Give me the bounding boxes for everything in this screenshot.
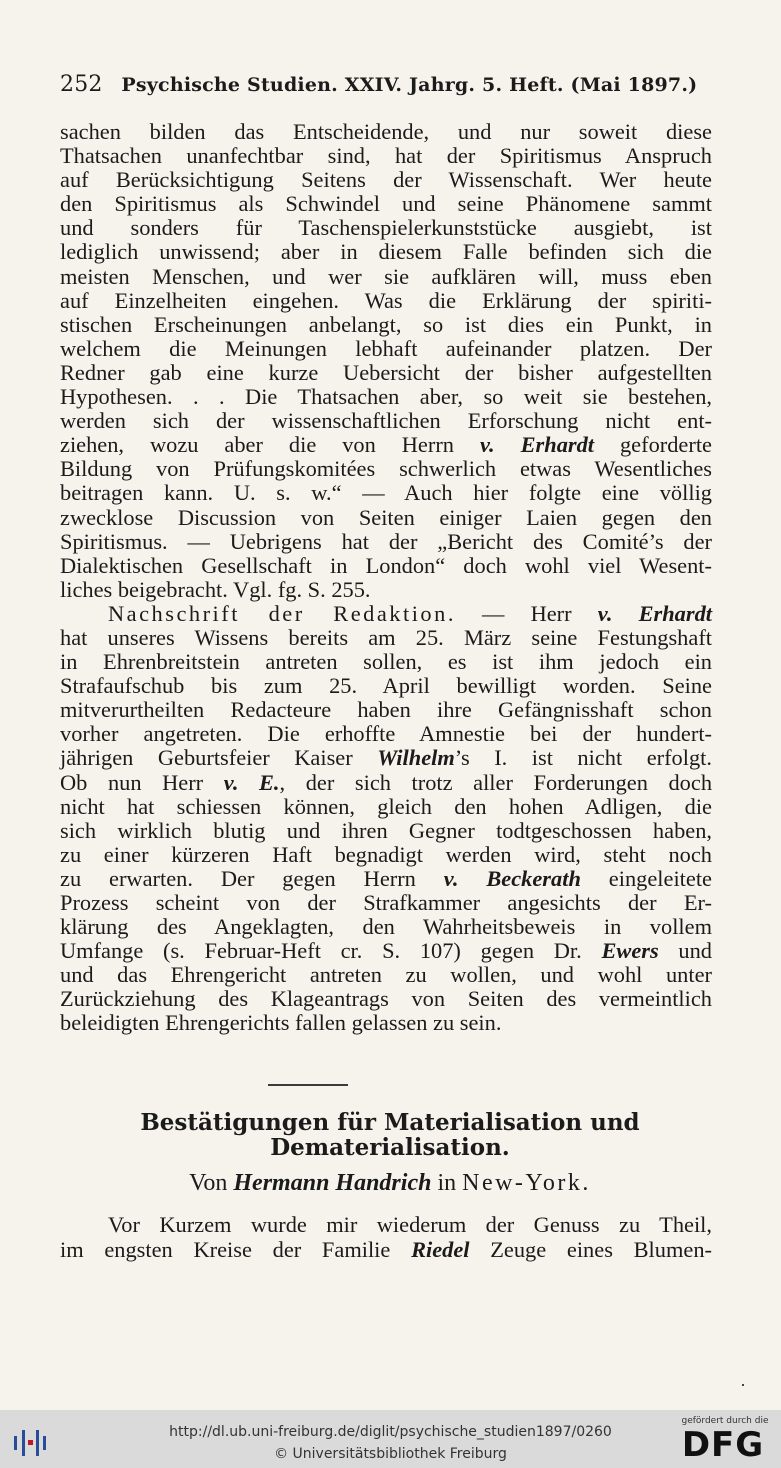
text-line: zwecklose Discussion von Seiten einiger Laien gegen den <box>60 504 712 530</box>
text-line: sich wirklich blutig und ihren Gegner todtgeschossen haben, <box>60 817 712 843</box>
dfg-caption: gefördert durch die <box>681 1416 769 1426</box>
article-title-line: Bestätigungen für Materialisation und <box>140 1109 640 1136</box>
text-line: den Spiritismus als Schwindel und seine Phänomene sammt <box>60 191 712 217</box>
person-name: v. Erhardt <box>479 432 595 458</box>
text-line: Strafaufschub bis zum 25. April bewilligt worden. Seine <box>60 673 712 699</box>
text-line: Zurückziehung des Klageantrags von Seiten des vermeintlich <box>60 986 712 1012</box>
postscript-first-line: Nachschrift der Redaktion. — Herr v. Erhardt <box>108 600 712 626</box>
text-line: Umfange (s. Februar-Heft cr. S. 107) gegen Dr. Ewers und <box>60 938 712 964</box>
copyright-notice: © Universitätsbibliothek Freiburg <box>274 1446 507 1462</box>
text-line: meisten Menschen, und wer sie aufklären will, muss eben <box>60 263 712 289</box>
text-line: Spiritismus. — Uebrigens hat der „Bericht des Comité’s der <box>60 528 712 554</box>
body-text <box>60 120 712 1036</box>
person-name: v. Beckerath <box>443 865 581 891</box>
text-line: Vor Kurzem wurde mir wiederum der Genuss zu Theil, <box>108 1212 712 1237</box>
text-line: auf Einzelheiten eingehen. Was die Erklärung der spiriti- <box>60 287 712 313</box>
person-name: Ewers <box>601 938 659 964</box>
text-line: Thatsachen unanfechtbar sind, hat der Spiritismus Anspruch <box>60 143 712 169</box>
text-line: im engsten Kreise der Familie Riedel Zeuge eines Blumen- <box>60 1237 712 1262</box>
footer-bar <box>0 1410 781 1468</box>
text-line: beitragen kann. U. s. w.“ — Auch hier folgte eine völlig <box>60 480 712 506</box>
person-name: v. Erhardt <box>597 600 712 626</box>
article-body <box>60 1212 712 1262</box>
scan-speck <box>742 1384 744 1386</box>
source-url-link[interactable]: http://dl.ub.uni-freiburg.de/diglit/psychische_studien1897/0260 <box>169 1424 612 1440</box>
text-line: Prozess scheint von der Strafkammer angesichts der Er- <box>60 890 712 915</box>
author-place: New-York. <box>462 1170 591 1196</box>
text-line: Ob nun Herr v. E., der sich trotz aller Forderungen doch <box>60 769 713 795</box>
page-number: 252 <box>60 72 103 97</box>
text-line: zu erwarten. Der gegen Herrn v. Beckerath eingeleitete <box>60 865 712 891</box>
text-line: nicht hat schiessen können, gleich den hohen Adligen, die <box>60 793 712 819</box>
person-name: Wilhelm <box>377 745 455 771</box>
text-line: und sonders für Taschenspielerkunststücke ausgiebt, ist <box>60 215 712 241</box>
running-header <box>60 72 720 97</box>
text-line: hat unseres Wissens bereits am 25. März seine Festungshaft <box>60 624 712 650</box>
dfg-logo: DFG <box>681 1425 765 1465</box>
text-line: beleidigten Ehrengerichts fallen gelassen zu sein. <box>60 1010 502 1036</box>
text-line: liches beigebracht. Vgl. fg. S. 255. <box>60 576 371 602</box>
text-line: jährigen Geburtsfeier Kaiser Wilhelm’s I. ist nicht erfolgt. <box>60 745 712 771</box>
text-line: vorher angetreten. Die erhoffte Amnestie bei der hundert- <box>60 721 712 747</box>
person-name: Riedel <box>411 1237 470 1262</box>
text-line: in Ehrenbreitstein antreten sollen, es ist ihm jedoch ein <box>60 649 712 675</box>
text-line: sachen bilden das Entscheidende, und nur soweit diese <box>60 119 712 144</box>
text-line: Dialektischen Gesellschaft in London“ doch wohl viel Wesent- <box>60 552 712 578</box>
text-line: zu einer kürzeren Haft begnadigt werden wird, steht noch <box>60 841 712 867</box>
text-line: Bildung von Prüfungskomitées schwerlich etwas Wesentliches <box>60 456 712 482</box>
article-title <box>60 1110 720 1160</box>
text-line: werden sich der wissenschaftlichen Erforschung nicht ent- <box>60 408 712 434</box>
text-line: ziehen, wozu aber die von Herrn v. Erhardt geforderte <box>60 432 712 458</box>
person-name: v. E. <box>223 769 280 795</box>
text-line: auf Berücksichtigung Seitens der Wissenschaft. Wer heute <box>60 167 712 193</box>
section-divider <box>268 1084 348 1086</box>
text-line: welchem die Meinungen lebhaft aufeinander platzen. Der <box>60 335 712 361</box>
text-line: lediglich unwissend; aber in diesem Falle befinden sich die <box>60 239 712 265</box>
text-line: und das Ehrengericht antreten zu wollen, und wohl unter <box>60 962 712 988</box>
article-byline: Von Hermann Handrich in New-York. <box>189 1170 591 1196</box>
running-title: Psychische Studien. XXIV. Jahrg. 5. Heft. (Mai 1897.) <box>121 74 698 96</box>
text-line: mitverurtheilten Redacteure haben ihre Gefängnisshaft schon <box>60 697 712 723</box>
author-name: Hermann Handrich <box>233 1170 432 1196</box>
postscript-label: Nachschrift der Redaktion. <box>108 600 456 626</box>
text-line: klärung des Angeklagten, den Wahrheitsbeweis in vollem <box>60 914 712 940</box>
text-line: Redner gab eine kurze Uebersicht der bisher aufgestellten <box>60 359 712 385</box>
text-line: Hypothesen. . . Die Thatsachen aber, so weit sie bestehen, <box>60 384 712 410</box>
text-line: stischen Erscheinungen anbelangt, so ist dies ein Punkt, in <box>60 311 712 337</box>
article-title-line: Dematerialisation. <box>270 1134 510 1161</box>
